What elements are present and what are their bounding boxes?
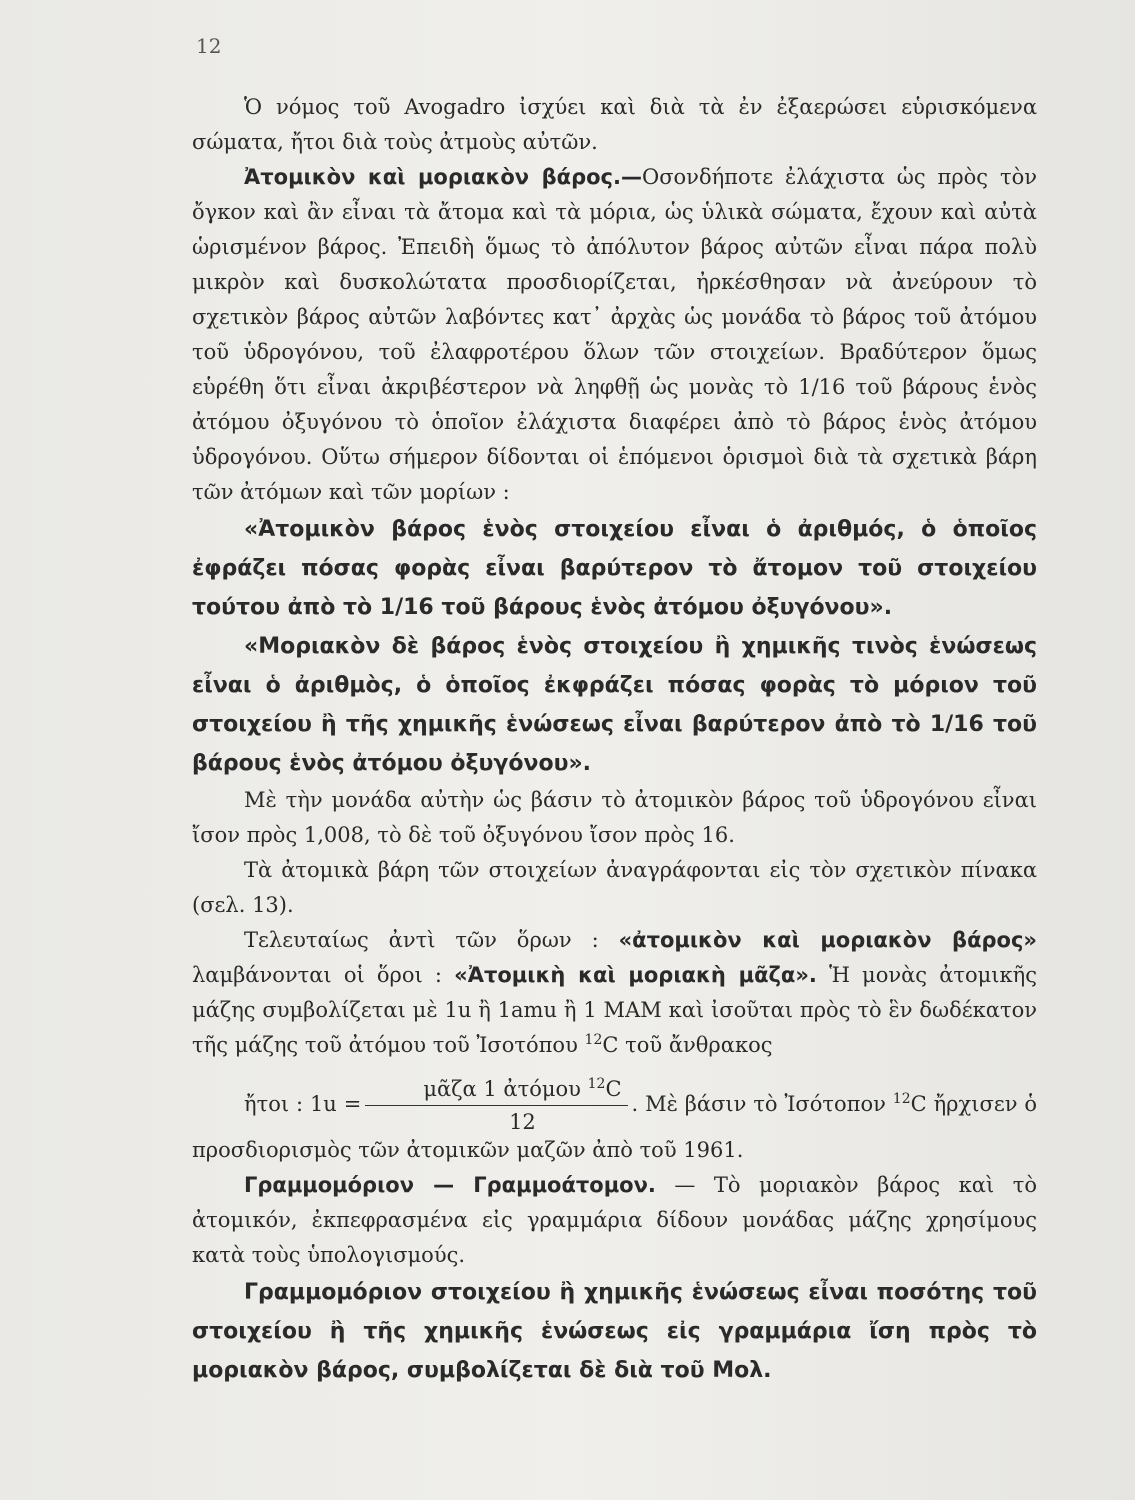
paragraph-avogadro: Ὁ νόμος τοῦ Avogadro ἰσχύει καὶ διὰ τὰ ἐν ἐξαερώσει εὑρισκόμενα σώματα, ἤτοι διὰ τοὺς ἀτμοὺς αὐτῶν. (192, 95, 1037, 154)
isotope-mass-number-2: 12 (892, 1091, 911, 1107)
paragraph-mole-text: — Τὸ μοριακὸν βάρος καὶ τὸ ἀτομικόν, ἐκπεφρασμένα εἰς γραμμάρια δίδουν μονάδας μάζης χρησίμους κατὰ τοὺς ὑπολογισμούς. (192, 1173, 1037, 1267)
section-heading-mole: Γραμμομόριον — Γραμμοάτομον. (244, 1173, 656, 1197)
text-since-1961: ἤρχισεν ὁ προσδιορισμὸς τῶν ἀτομικῶν μαζῶν ἀπὸ τοῦ 1961. (192, 1092, 1037, 1162)
isotope-mass-number: 12 (584, 1032, 603, 1048)
paragraph-unit-values: Μὲ τὴν μονάδα αὐτὴν ὡς βάσιν τὸ ἀτομικὸν βάρος τοῦ ὑδρογόνου εἶναι ἴσον πρὸς 1,008, τὸ δὲ τοῦ ὀξυγόνου ἴσον πρὸς 16. (192, 788, 1037, 847)
paragraph-atomic-weight (192, 160, 1037, 510)
formula-row (192, 1075, 1037, 1164)
definition-molecular-weight: «Μοριακὸν δὲ βάρος ἑνὸς στοιχείου ἢ χημικῆς τινὸς ἑνώσεως εἶναι ὁ ἀριθμὸς, ὁ ὁποῖος ἐκφράζει πόσας φορὰς τὸ μόριον τοῦ στοιχείου ἢ τῆς χημικῆς ἑνώσεως εἶναι βαρύτερον ἀπὸ τὸ 1/16 τοῦ βάρους ἑνὸς ἀτόμου ὀξυγόνου». (192, 634, 1037, 776)
text-amu-definition: Ἡ μονὰς ἀτομικῆς μάζης συμβολίζεται μὲ 1u ἢ 1amu ἢ 1 ΜΑΜ καὶ ἰσοῦται πρὸς τὸ ἓν δωδέκατον τῆς μάζης τοῦ ἀτόμου τοῦ Ἰσοτόπου (192, 963, 1038, 1057)
formula-numerator (365, 1075, 627, 1106)
paragraph-atomic-weight-text: Οσονδήποτε ἐλάχιστα ὡς πρὸς τὸν ὄγκον καὶ ἂν εἶναι τὰ ἄτομα καὶ τὰ μόρια, ὡς ὑλικὰ σώματα, ἔχουν καὶ αὐτὰ ὡρισμένον βάρος. Ἐπειδὴ ὅμως τὸ ἀπόλυτον βάρος αὐτῶν εἶναι πάρα πολὺ μικρὸν καὶ δυσκολώτατα προσδιορίζεται, ἠρκέσθησαν νὰ ἀνεύρουν τὸ σχετικὸν βάρος αὐτῶν λαβόντες κατ᾽ ἀρχὰς ὡς μονάδα τὸ βάρος τοῦ ἀτόμου τοῦ ὑδρογόνου, τοῦ ἐλαφροτέρου ὅλων τῶν στοιχείων. Βραδύτερον ὅμως εὑρέθη ὅτι εἶναι ἀκριβέστερον νὰ ληφθῇ ὡς μονὰς τὸ 1/16 τοῦ βάρους ἑνὸς ἀτόμου ὀξυγόνου τὸ ὁποῖον ἐλάχιστα διαφέρει ἀπὸ τὸ βάρος ἑνὸς ἀτόμου ὑδρογόνου. Οὕτω σήμερον δίδονται οἱ ἑπόμενοι ὁρισμοὶ διὰ τὰ σχετικὰ βάρη τῶν ἀτόμων καὶ τῶν μορίων : (192, 165, 1037, 504)
formula-fraction (365, 1075, 627, 1136)
page-number: 12 (196, 34, 222, 58)
definition-mole: Γραμμομόριον στοιχείου ἢ χημικῆς ἑνώσεως εἶναι ποσότης τοῦ στοιχείου ἢ τῆς χημικῆς ἑνώσεως εἰς γραμμάρια ἴση πρὸς τὸ μοριακὸν βάρος, συμβολίζεται δὲ διὰ τοῦ Μολ. (192, 1280, 1037, 1383)
definition-atomic-weight: «Ἀτομικὸν βάρος ἑνὸς στοιχείου εἶναι ὁ ἀριθμός, ὁ ὁποῖος ἐφράζει πόσας φορὰς εἶναι βαρύτερον τὸ ἄτομον τοῦ στοιχείου τούτου ἀπὸ τὸ 1/16 τοῦ βάρους ἑνὸς ἀτόμου ὀξυγόνου». (192, 517, 1037, 620)
numerator-isotope-symbol: C (605, 1077, 622, 1101)
page-body (192, 90, 1037, 1390)
term-old: «ἀτομικὸν καὶ μοριακὸν βάρος» (618, 928, 1037, 952)
paragraph-table-reference: Τὰ ἀτομικὰ βάρη τῶν στοιχείων ἀναγράφονται εἰς τὸν σχετικὸν πίνακα (σελ. 13). (192, 858, 1037, 917)
paragraph-mole (192, 1168, 1037, 1273)
formula-denominator: 12 (509, 1110, 536, 1134)
text-based-on: . Μὲ βάσιν τὸ Ἰσότοπον (631, 1092, 886, 1116)
numerator-text: μᾶζα 1 ἀτόμου (423, 1077, 581, 1101)
text-terms-used: λαμβάνονται οἱ ὅροι : (192, 963, 442, 987)
isotope-symbol-2: C (910, 1092, 927, 1116)
paragraph-atomic-mass (192, 923, 1037, 1164)
numerator-isotope-mass: 12 (587, 1076, 606, 1092)
formula-lhs: ἤτοι : 1u = (244, 1092, 362, 1116)
text-lately: Τελευταίως ἀντὶ τῶν ὅρων : (244, 928, 599, 952)
text-carbon: τοῦ ἄνθρακος (625, 1033, 773, 1057)
section-heading-atomic-weight: Ἀτομικὸν καὶ μοριακὸν βάρος.— (244, 165, 642, 189)
isotope-symbol: C (602, 1033, 619, 1057)
term-new: «Ἀτομικὴ καὶ μοριακὴ μᾶζα». (454, 963, 817, 987)
